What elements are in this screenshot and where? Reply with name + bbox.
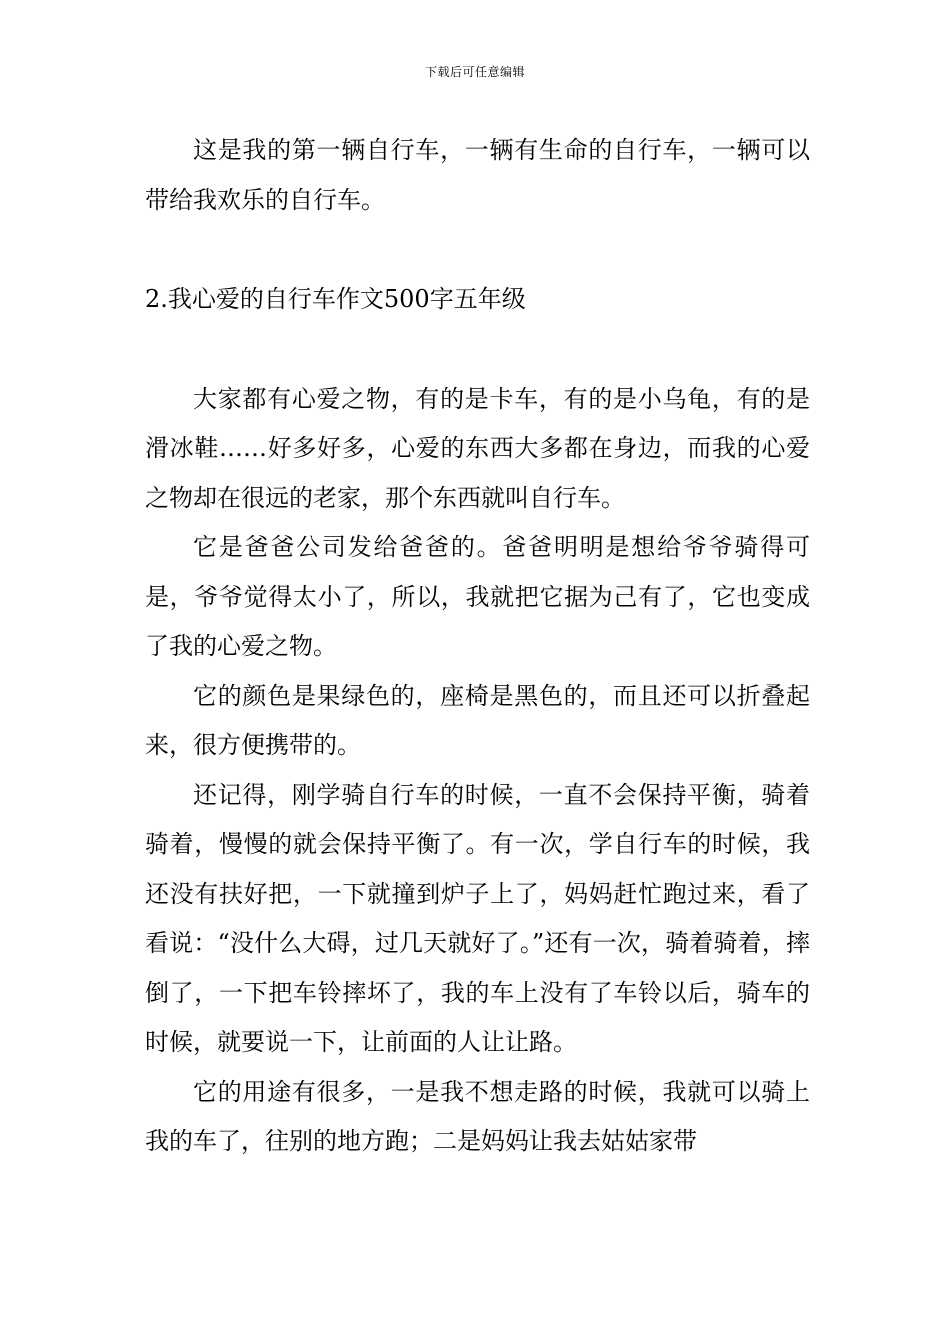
section-heading: 2.我心爱的自行车作文500字五年级 [145,285,526,313]
paragraph-5: 还记得，刚学骑自行车的时候，一直不会保持平衡，骑着骑着，慢慢的就会保持平衡了。有一次，学自行车的时候，我还没有扶好把，一下就撞到炉子上了，妈妈赶忙跑过来，看了看说：“没什么大碍，过几天就好了。”还有一次，骑着骑着，摔倒了，一下把车铃摔坏了，我的车上没有了车铃以后，骑车的时候，就要说一下，让前面的人让让路。 [145,780,810,1056]
paragraph-4: 它的颜色是果绿色的，座椅是黑色的，而且还可以折叠起来，很方便携带的。 [145,681,810,759]
paragraph-1: 这是我的第一辆自行车，一辆有生命的自行车，一辆可以带给我欢乐的自行车。 [145,136,810,214]
document-body [145,126,810,1167]
page-header: 下载后可任意编辑 [424,65,525,79]
paragraph-6: 它的用途有很多，一是我不想走路的时候，我就可以骑上我的车了，往别的地方跑；二是妈妈让我去姑姑家带 [145,1077,810,1155]
paragraph-3: 它是爸爸公司发给爸爸的。爸爸明明是想给爷爷骑得可是，爷爷觉得太小了，所以，我就把它据为己有了，它也变成了我的心爱之物。 [145,533,810,660]
paragraph-2: 大家都有心爱之物，有的是卡车，有的是小乌龟，有的是滑冰鞋……好多好多，心爱的东西大多都在身边，而我的心爱之物却在很远的老家，那个东西就叫自行车。 [145,384,810,512]
